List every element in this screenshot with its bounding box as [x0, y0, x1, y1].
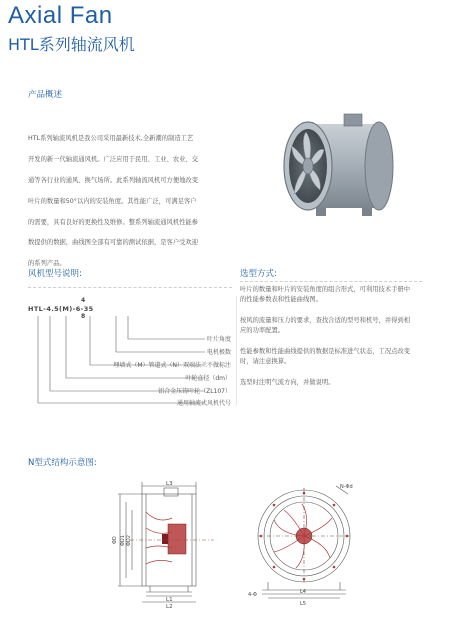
dim-label-n-d: N-Φd [340, 484, 353, 490]
model-label-impeller-diameter: 叶轮直径（dm） [185, 375, 231, 382]
overview-text [28, 124, 243, 280]
overview-line: 的系列产品。 [28, 260, 66, 268]
model-code-top: 4 [81, 297, 86, 304]
side-view-drawing [110, 478, 220, 608]
dim-label-l1: L1 [166, 597, 173, 603]
model-divider [28, 287, 232, 288]
dim-label-l4: L4 [300, 589, 306, 595]
model-code: HTL-4.5(M)-6-35 [28, 305, 94, 313]
selection-paragraph: 按风的流量和压力的要求，查找合适的型号和机号，并得到相 应的功率配置。 [240, 317, 411, 335]
model-label-series-code: 通用轴流式风机代号 [176, 400, 231, 407]
dim-label-l3: L3 [166, 481, 173, 487]
model-code-bottom: 8 [81, 313, 86, 320]
dim-label-d1: ΦD1 [120, 535, 126, 546]
model-label-mount-type: 埋墙式（M）管道式（N）双端法兰不做标注 [113, 362, 231, 369]
dim-label-4-phi: 4-Φ [248, 592, 257, 598]
overview-line: 的需要，具有良好的更换性及维修。整系列轴流通风机性能参 [28, 218, 199, 226]
overview-line: 叶片的数量和50°以内的安装角度。其性能广泛，可满足客户 [28, 197, 197, 205]
overview-heading: 产品概述 [28, 90, 63, 100]
overview-line: 通等各行业的通风、换气场所。此系列轴流风机可方便地改变 [28, 177, 199, 185]
selection-paragraph: 选型时注明气流方向，并做说明。 [240, 379, 335, 386]
dim-label-l5: L5 [300, 601, 306, 607]
page-title-en: Axial Fan [8, 2, 113, 29]
dim-label-d: ΦD [112, 536, 118, 544]
overview-line: 数提供的数据，曲线图全部有可靠的测试依据，是客户受欢迎 [28, 239, 199, 247]
column-divider [236, 296, 237, 406]
front-view-drawing [244, 478, 364, 608]
selection-heading: 选型方式: [240, 269, 277, 279]
overview-line: HTL系列轴流风机是我公司采用最新技术,全新潮的制造工艺 [28, 135, 194, 143]
selection-divider [240, 281, 422, 282]
selection-paragraph: 性能参数和性能曲线提供的数据是标准进气状态，工况点改变 时，请注意换算。 [240, 348, 411, 366]
selection-paragraph: 叶片的数量和叶片的安装角度的组合形式，可利用技术手册中 的性能参数表和性能曲线图。 [240, 286, 411, 304]
diagram-heading: N型式结构示意图: [28, 458, 97, 468]
overview-line: 开发的新一代轴流通风机。广泛应用于民用、工业、农业、交 [28, 156, 199, 164]
model-label-impeller-material: 铝合金压铸叶轮（ZL107） [158, 388, 231, 395]
model-heading: 风机型号说明: [28, 269, 82, 279]
dim-label-l2: L2 [166, 604, 173, 608]
fan-photo-image [278, 110, 408, 222]
page-title-cn: HTL系列轴流风机 [8, 35, 135, 54]
dim-label-d2: ΦD2 [126, 535, 132, 546]
model-label-motor-poles: 电机极数 [206, 349, 231, 356]
model-label-blade-angle: 叶片角度 [206, 336, 231, 343]
